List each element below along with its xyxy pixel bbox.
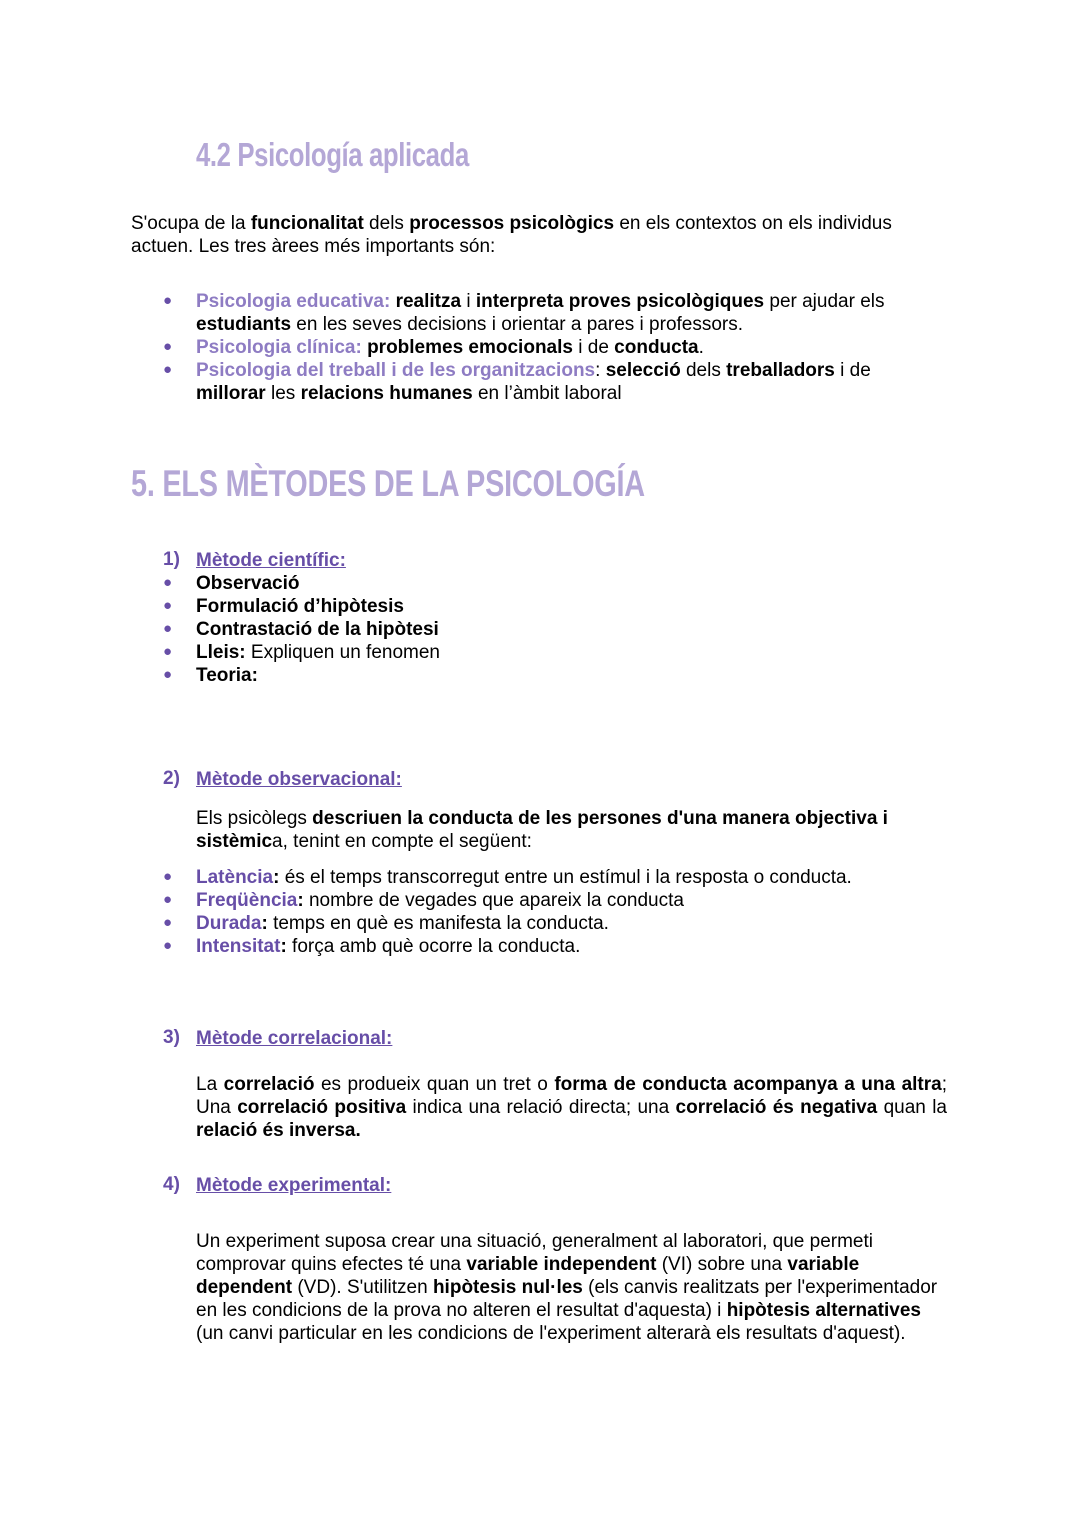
text-run: treballadors [726,360,835,381]
method-title-correlacional[interactable]: Mètode correlacional: [196,1028,393,1049]
text-run: hipòtesis nul·les [432,1277,583,1298]
text-run: Latència [196,867,274,888]
text-run: indica una relació directa; una [406,1097,676,1118]
text-run: a, tenint en compte el següent: [272,831,532,852]
text-run: correlació és negativa [675,1097,878,1118]
text-run: Psicologia educativa: [196,291,396,312]
text-run: Contrastació de la hipòtesi [196,619,439,640]
text-run: : [273,867,280,888]
method-number: 2) [163,768,180,789]
list-item [196,336,1016,359]
text-run: quan la [877,1097,947,1118]
text-run: Un experiment suposa crear una situació, generalment al laboratori, que permeti comprovar quins efectes té una [196,1231,873,1275]
text-run: . [698,337,704,358]
text-run: Expliquen un fenomen [245,642,440,663]
text-run: força amb què ocorre la conducta. [286,936,581,957]
bullet-icon: ● [163,868,173,885]
text-run: : [595,360,606,381]
list-item [196,618,439,641]
text-run: en els contextos on els individus actuen. Les tres àrees més importants són: [131,213,892,257]
text-run: es produeix quan un tret o [314,1074,555,1095]
text-run: Els psicòlegs [196,808,313,829]
text-run: millorar [196,383,266,404]
list-item [196,935,580,958]
method-title-cientific[interactable]: Mètode científic: [196,550,346,571]
text-run: Durada [196,913,262,934]
text-run: i [461,291,476,312]
text-run: Teoria: [196,665,258,686]
text-run: ; Una [196,1074,947,1118]
section-title-psicologia-aplicada: 4.2 Psicología aplicada [196,136,469,173]
bullet-icon: ● [163,914,173,931]
text-run: processos psicològics [409,213,615,234]
text-run: hipòtesis alternatives [726,1300,921,1321]
text-run: problemes emocionals [367,337,573,358]
bullet-icon: ● [163,338,173,355]
list-item [196,572,300,595]
text-run: en l’àmbit laboral [472,383,622,404]
method-description [196,1230,948,1345]
text-run: temps en què es manifesta la conducta. [267,913,609,934]
bullet-icon: ● [163,891,173,908]
text-line [196,382,1016,405]
text-run: Psicologia del treball i de les organitzacions [196,360,596,381]
text-run: : [261,913,268,934]
list-item [196,664,258,687]
text-run: relació és inversa. [196,1120,361,1141]
method-description [196,807,936,853]
section-title-metodes: 5. ELS MÈTODES DE LA PSICOLOGÍA [131,463,645,504]
text-run: les [265,383,301,404]
list-item [196,359,1016,405]
text-run: variable dependent [196,1254,860,1298]
method-number: 1) [163,549,180,570]
text-run: variable independent [466,1254,657,1275]
text-run: Psicologia clínica: [196,337,368,358]
section-intro [131,212,951,258]
text-run: : [280,936,287,957]
text-line [196,336,1016,359]
text-run: : [297,890,304,911]
text-run: selecció [605,360,681,381]
text-run: dels [680,360,727,381]
text-run: per ajudar els [764,291,885,312]
list-item [196,912,609,935]
text-run: Lleis: [196,642,246,663]
bullet-icon: ● [163,574,173,591]
text-line [196,290,1016,313]
bullet-icon: ● [163,361,173,378]
text-run: interpreta proves psicològiques [475,291,765,312]
text-run: forma de conducta acompanya a una altra [554,1074,942,1095]
text-run: (un canvi particular en les condicions de l'experiment alterarà els resultats d'aquest). [196,1323,906,1344]
text-run: conducta [614,337,699,358]
text-run: (VI) sobre una [656,1254,788,1275]
list-item [196,595,404,618]
bullet-icon: ● [163,292,173,309]
text-run: és el temps transcorregut entre un estímul i la resposta o conducta. [279,867,852,888]
text-run: estudiants [196,314,292,335]
bullet-icon: ● [163,643,173,660]
text-line [196,313,1016,336]
text-run: (els canvis realitzats per l'experimentador en les condicions de la prova no alteren el resultat d'aquesta) i [196,1277,938,1321]
text-run: (VD). S'utilitzen [292,1277,433,1298]
bullet-icon: ● [163,937,173,954]
text-run: funcionalitat [250,213,364,234]
method-description [196,1073,947,1142]
method-number: 4) [163,1174,180,1195]
method-title-observacional[interactable]: Mètode observacional: [196,769,402,790]
bullet-icon: ● [163,666,173,683]
bullet-icon: ● [163,597,173,614]
text-run: Observació [196,573,300,594]
text-run: relacions humanes [300,383,473,404]
method-number: 3) [163,1027,180,1048]
text-run: S'ocupa de la [131,213,251,234]
method-title-experimental[interactable]: Mètode experimental: [196,1175,392,1196]
text-run: Formulació d’hipòtesis [196,596,404,617]
text-run: correlació [223,1074,315,1095]
text-run: descriuen la conducta de les persones d'una manera objectiva i sistèmic [196,808,888,852]
list-item [196,290,1016,336]
bullet-icon: ● [163,620,173,637]
text-run: i de [572,337,615,358]
text-line [196,359,1016,382]
text-run: La [196,1074,224,1095]
list-item [196,641,440,664]
list-item [196,866,852,889]
text-run: Intensitat [196,936,281,957]
text-run: correlació positiva [237,1097,407,1118]
text-run: realitza [395,291,462,312]
text-run: en les seves decisions i orientar a pares i professors. [291,314,744,335]
text-run: i de [834,360,871,381]
list-item [196,889,684,912]
text-run: Freqüència [196,890,298,911]
text-run: nombre de vegades que apareix la conducta [303,890,684,911]
text-run: dels [363,213,410,234]
